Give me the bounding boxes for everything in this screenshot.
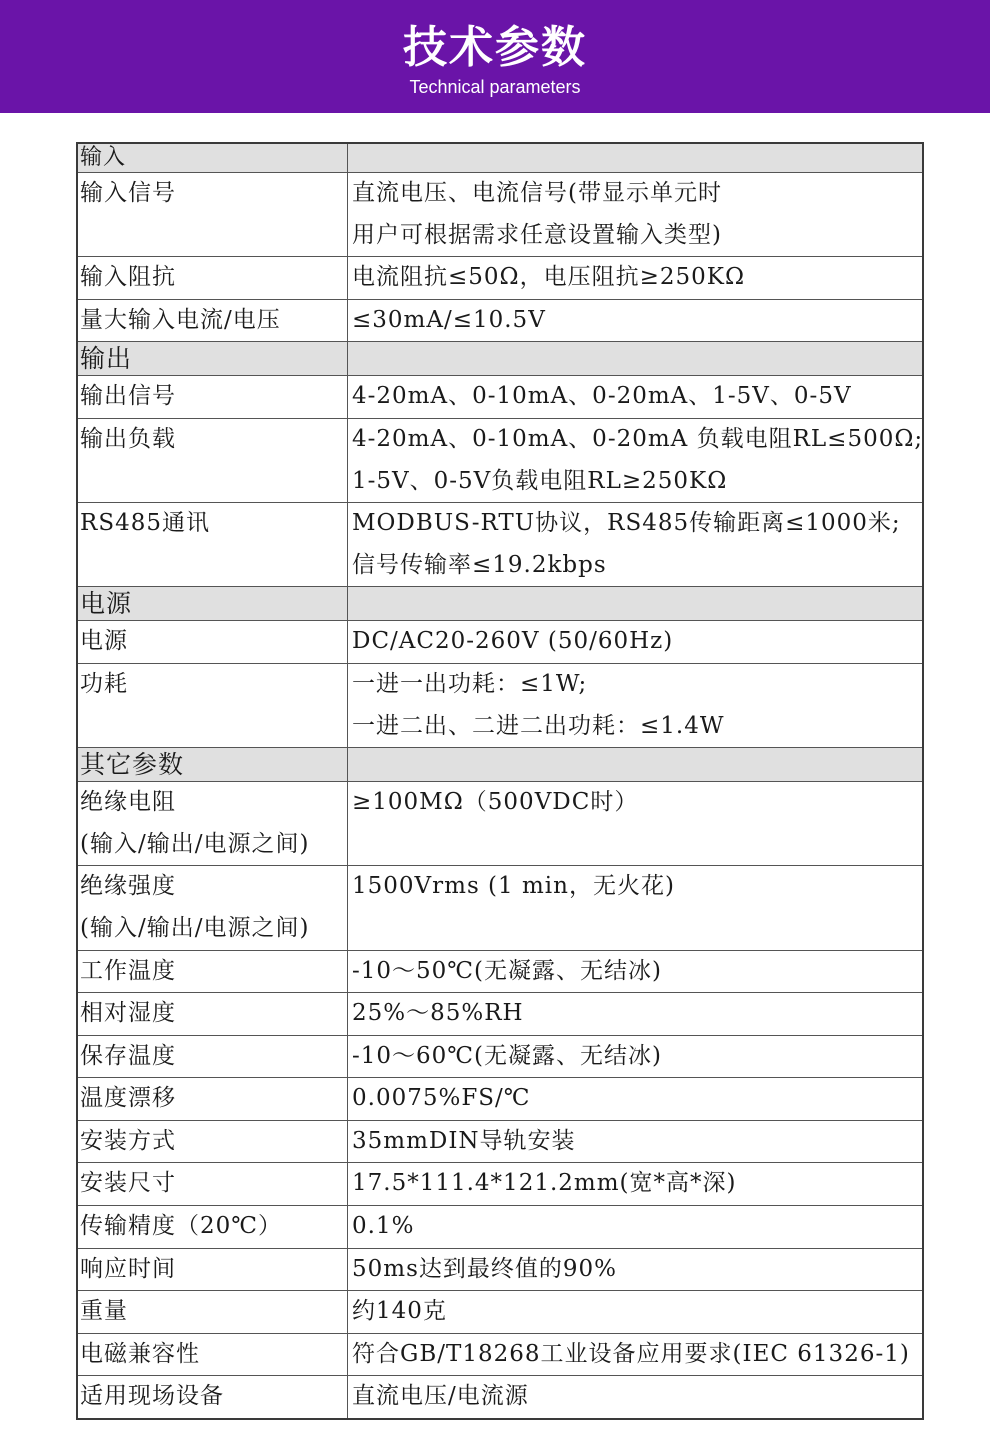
param-name: 输入: [80, 145, 127, 170]
param-value: 直流电压、电流信号(带显示单元时: [352, 180, 722, 206]
param-value-cell: [348, 621, 922, 663]
param-name-cell: [78, 419, 348, 502]
param-value: ≥100MΩ（500VDC时）: [352, 789, 639, 816]
param-value: 电流阻抗≤50Ω，电压阻抗≥250KΩ: [352, 264, 746, 291]
table-row: [78, 1291, 922, 1334]
param-name: 响应时间: [80, 1255, 176, 1282]
table-row: [78, 1121, 922, 1164]
param-value: 4-20mA、0-10mA、0-20mA、1-5V、0-5V: [352, 383, 852, 410]
param-name: (输入/输出/电源之间): [80, 914, 310, 941]
table-row: [78, 300, 922, 343]
param-name: 绝缘电阻: [80, 789, 176, 816]
param-value-cell: [348, 1036, 922, 1078]
section-title: [78, 144, 348, 172]
param-name-spacer: [80, 215, 345, 257]
param-value-cell: [348, 664, 922, 747]
param-name-spacer: [80, 545, 345, 587]
param-value: 一进一出功耗：≤1W;: [352, 670, 588, 697]
section-empty-cell: [348, 587, 922, 620]
param-name: 安装方式: [80, 1127, 176, 1154]
param-value: 25%～85%RH: [352, 1000, 524, 1027]
param-value-cell: [348, 1334, 922, 1376]
table-row: [78, 1163, 922, 1206]
param-name: 安装尺寸: [80, 1170, 176, 1197]
param-value: -10～60℃(无凝露、无结冰): [352, 1042, 662, 1069]
param-name: 其它参数: [80, 750, 185, 780]
section-title: [78, 748, 348, 781]
param-value-cell: [348, 419, 927, 502]
param-value: DC/AC20-260V (50/60Hz): [352, 628, 674, 655]
table-row: [78, 1078, 922, 1121]
param-name: 输入信号: [80, 180, 176, 206]
param-value-cell: [348, 951, 922, 993]
param-name-cell: [78, 173, 348, 256]
param-value: [352, 748, 918, 781]
param-name-cell: [78, 951, 348, 993]
section-header-row: [78, 144, 922, 173]
section-header-row: [78, 748, 922, 782]
table-row: [78, 782, 922, 866]
param-name-cell: [78, 503, 348, 586]
param-value: 17.5*111.4*121.2mm(宽*高*深): [352, 1170, 737, 1197]
param-value-cell: [348, 257, 922, 299]
table-row: [78, 664, 922, 748]
param-name-cell: [78, 1078, 348, 1120]
param-value-cell: [348, 782, 922, 865]
section-header-row: [78, 587, 922, 621]
param-name: 重量: [80, 1298, 128, 1325]
table-row: [78, 951, 922, 994]
page-title: 技术参数: [403, 22, 587, 73]
param-name-cell: [78, 866, 348, 949]
section-empty-cell: [348, 342, 922, 375]
param-name: 保存温度: [80, 1042, 176, 1069]
param-value: 用户可根据需求任意设置输入类型): [352, 221, 722, 248]
param-name: 电源: [80, 628, 128, 655]
param-name: 输入阻抗: [80, 264, 176, 291]
section-empty-cell: [348, 144, 922, 172]
param-value: 4-20mA、0-10mA、0-20mA 负载电阻RL≤500Ω;: [352, 425, 924, 452]
section-title: [78, 587, 348, 620]
param-value-cell: [348, 300, 922, 342]
param-name: 电源: [80, 589, 133, 619]
param-name-cell: [78, 257, 348, 299]
table-row: [78, 621, 922, 664]
param-value: 50ms达到最终值的90%: [352, 1255, 618, 1282]
table-row: [78, 376, 922, 419]
param-value-cell: [348, 1078, 922, 1120]
param-value-cell: [348, 376, 922, 418]
param-value: 0.1%: [352, 1213, 415, 1240]
param-name-cell: [78, 1121, 348, 1163]
section-empty-cell: [348, 748, 922, 781]
param-name: 适用现场设备: [80, 1383, 224, 1410]
table-row: [78, 866, 922, 950]
param-name-cell: [78, 782, 348, 865]
page-subtitle: Technical parameters: [409, 77, 581, 97]
spec-table: [76, 142, 924, 1420]
param-name: 功耗: [80, 670, 128, 697]
param-name-cell: [78, 1036, 348, 1078]
param-name: 量大输入电流/电压: [80, 306, 281, 333]
section-header-row: [78, 342, 922, 376]
param-value: [352, 824, 918, 866]
table-row: [78, 257, 922, 300]
param-name-cell: [78, 1206, 348, 1248]
param-value: 符合GB/T18268工业设备应用要求(IEC 61326-1): [352, 1340, 910, 1367]
param-value-cell: [348, 1291, 922, 1333]
param-value-cell: [348, 1206, 922, 1248]
param-name-cell: [78, 1291, 348, 1333]
param-name-cell: [78, 300, 348, 342]
param-value: 直流电压/电流源: [352, 1383, 529, 1410]
param-value: 约140克: [352, 1298, 447, 1325]
param-value-cell: [348, 1163, 922, 1205]
param-value-cell: [348, 1376, 922, 1418]
param-name: RS485通讯: [80, 510, 210, 537]
param-value: [352, 144, 918, 172]
param-value: 1-5V、0-5V负载电阻RL≥250KΩ: [352, 467, 728, 494]
table-row: [78, 1249, 922, 1292]
param-value: 信号传输率≤19.2kbps: [352, 551, 607, 578]
table-row: [78, 503, 922, 587]
table-row: [78, 993, 922, 1036]
param-value-cell: [348, 173, 922, 256]
table-row: [78, 1334, 922, 1377]
table-row: [78, 419, 922, 503]
page-header: [0, 0, 990, 113]
param-name: 输出负载: [80, 425, 176, 452]
param-name-cell: [78, 1334, 348, 1376]
param-name: 输出: [80, 344, 133, 374]
param-name: 传输精度（20℃）: [80, 1213, 282, 1240]
param-value-cell: [348, 1249, 922, 1291]
param-value: 1500Vrms (1 min，无火花): [352, 873, 675, 900]
param-name-cell: [78, 664, 348, 747]
param-name: 电磁兼容性: [80, 1340, 200, 1367]
param-name-cell: [78, 993, 348, 1035]
param-value: [352, 587, 918, 620]
param-value: 35mmDIN导轨安装: [352, 1127, 576, 1154]
param-name-cell: [78, 376, 348, 418]
param-name-cell: [78, 621, 348, 663]
param-value: ≤30mA/≤10.5V: [352, 306, 546, 333]
param-value: 一进二出、二进二出功耗：≤1.4W: [352, 712, 725, 739]
param-name: 温度漂移: [80, 1085, 176, 1112]
param-value-cell: [348, 1121, 922, 1163]
param-name: (输入/输出/电源之间): [80, 830, 310, 857]
param-name: 绝缘强度: [80, 873, 176, 900]
param-value-cell: [348, 866, 922, 949]
param-value-cell: [348, 503, 922, 586]
param-name: 输出信号: [80, 383, 176, 410]
table-row: [78, 1376, 922, 1418]
section-title: [78, 342, 348, 375]
param-name: 相对湿度: [80, 1000, 176, 1027]
param-name-cell: [78, 1163, 348, 1205]
param-value: 0.0075%FS/℃: [352, 1085, 531, 1112]
param-name: 工作温度: [80, 957, 176, 984]
param-value: [352, 342, 918, 375]
param-name-cell: [78, 1376, 348, 1418]
param-value: MODBUS-RTU协议，RS485传输距离≤1000米;: [352, 510, 901, 537]
table-row: [78, 1206, 922, 1249]
param-name-spacer: [80, 461, 345, 503]
param-value: -10～50℃(无凝露、无结冰): [352, 957, 662, 984]
table-row: [78, 173, 922, 257]
param-name-spacer: [80, 706, 345, 748]
param-name-cell: [78, 1249, 348, 1291]
param-value-cell: [348, 993, 922, 1035]
table-row: [78, 1036, 922, 1079]
param-value: [352, 908, 918, 950]
